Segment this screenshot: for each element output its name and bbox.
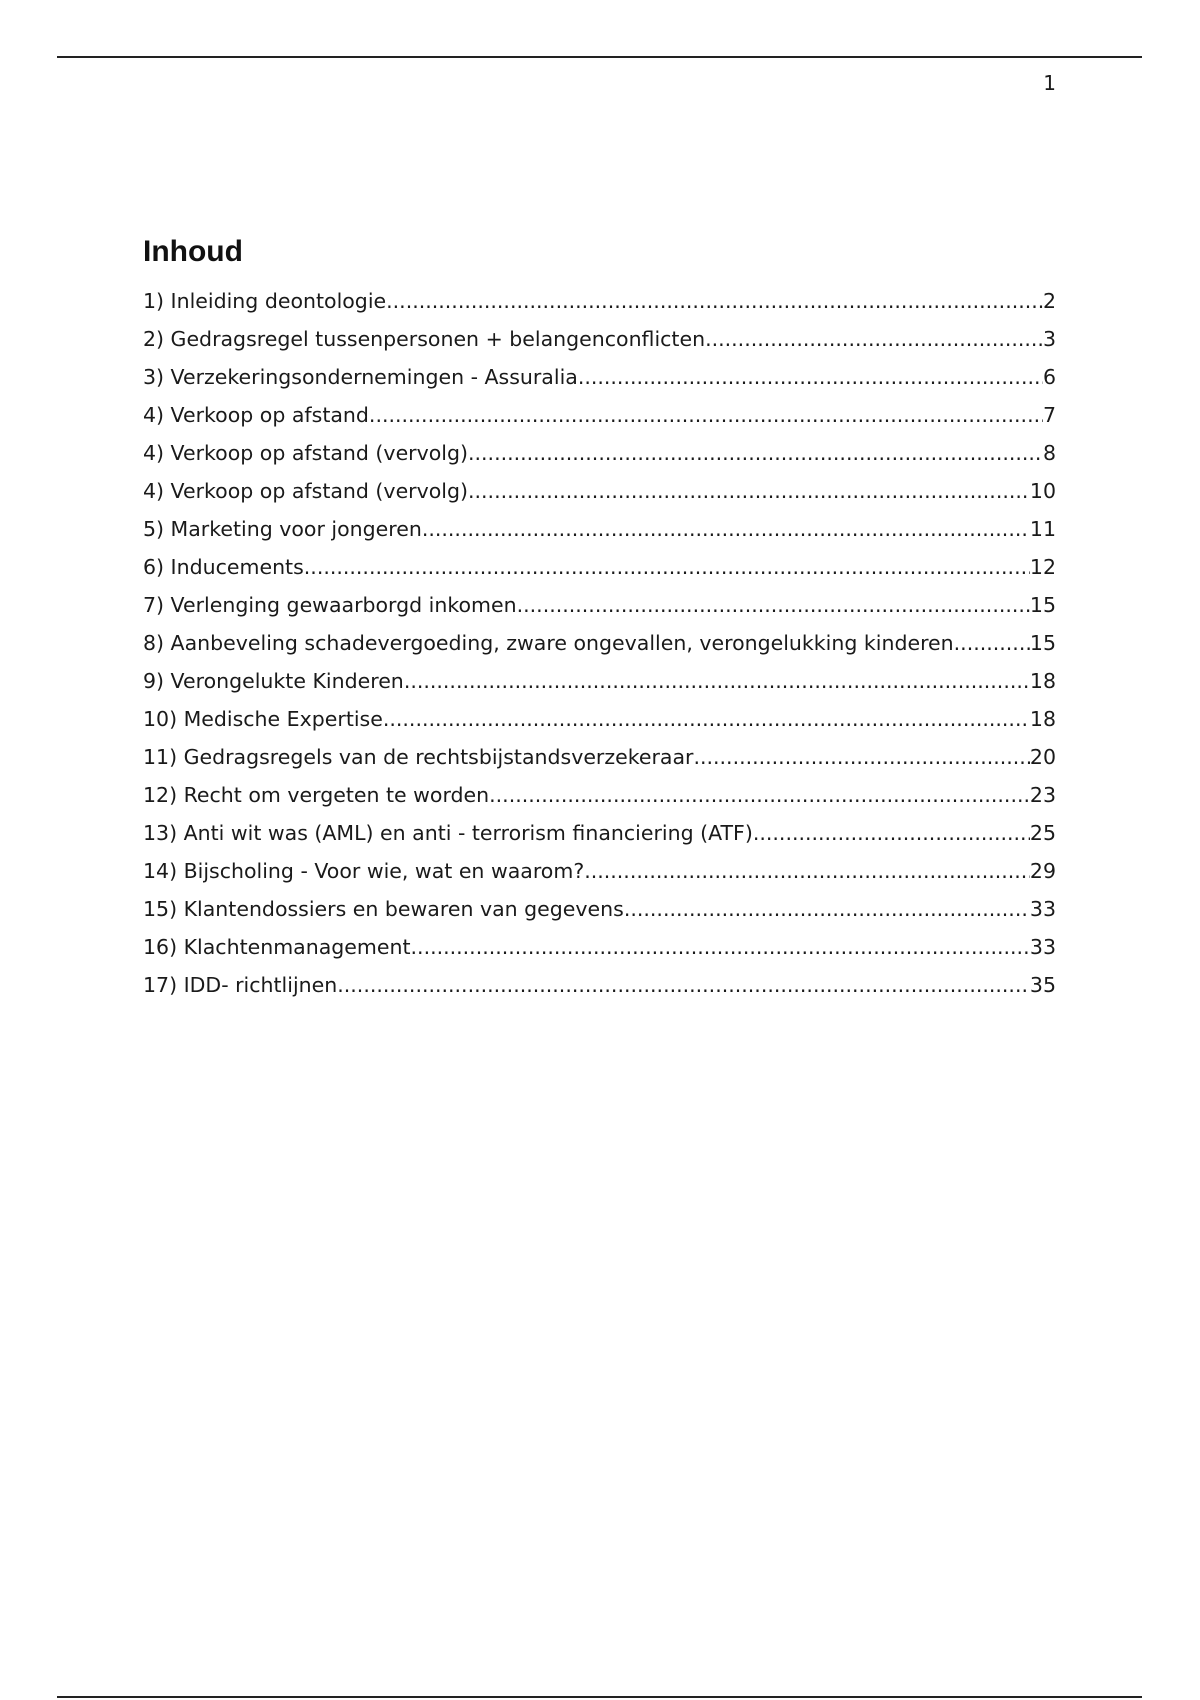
toc-dot-leader — [404, 662, 1030, 700]
header-rule — [57, 56, 1142, 58]
toc-dot-leader — [489, 776, 1030, 814]
toc-entry-label: 13) Anti wit was (AML) en anti - terrorism financiering (ATF) — [143, 821, 753, 845]
toc-entry[interactable] — [143, 662, 1056, 700]
toc-list — [143, 282, 1056, 1004]
toc-entry-page: 12 — [1029, 555, 1056, 579]
toc-entry-label: 9) Verongelukte Kinderen — [143, 669, 404, 693]
toc-dot-leader — [693, 738, 1029, 776]
footer-rule — [57, 1696, 1142, 1698]
toc-entry-page: 2 — [1042, 289, 1056, 313]
toc-entry[interactable] — [143, 890, 1056, 928]
toc-entry-label: 4) Verkoop op afstand (vervolg) — [143, 441, 468, 465]
toc-dot-leader — [386, 282, 1043, 320]
toc-entry[interactable] — [143, 738, 1056, 776]
toc-entry-page: 6 — [1042, 365, 1056, 389]
toc-entry[interactable] — [143, 624, 1056, 662]
toc-entry-label: 3) Verzekeringsondernemingen - Assuralia — [143, 365, 578, 389]
toc-entry[interactable] — [143, 548, 1056, 586]
toc-entry-page: 18 — [1029, 707, 1056, 731]
toc-entry[interactable] — [143, 700, 1056, 738]
toc-entry[interactable] — [143, 396, 1056, 434]
toc-title: Inhoud — [143, 235, 243, 268]
toc-entry[interactable] — [143, 966, 1056, 1004]
toc-entry[interactable] — [143, 928, 1056, 966]
toc-entry-label: 4) Verkoop op afstand — [143, 403, 369, 427]
toc-dot-leader — [304, 548, 1030, 586]
toc-entry-label: 7) Verlenging gewaarborgd inkomen — [143, 593, 517, 617]
toc-dot-leader — [954, 624, 1030, 662]
toc-entry-page: 35 — [1029, 973, 1056, 997]
page-number: 1 — [1043, 71, 1056, 95]
toc-entry-label: 11) Gedragsregels van de rechtsbijstandsverzekeraar — [143, 745, 694, 769]
toc-entry[interactable] — [143, 814, 1056, 852]
toc-entry-page: 11 — [1029, 517, 1056, 541]
toc-entry[interactable] — [143, 320, 1056, 358]
toc-entry-label: 16) Klachtenmanagement — [143, 935, 411, 959]
toc-entry-page: 18 — [1029, 669, 1056, 693]
toc-dot-leader — [383, 700, 1030, 738]
toc-entry-label: 14) Bijscholing - Voor wie, wat en waarom? — [143, 859, 585, 883]
toc-entry[interactable] — [143, 510, 1056, 548]
toc-entry-label: 10) Medische Expertise — [143, 707, 383, 731]
toc-entry-page: 7 — [1042, 403, 1056, 427]
toc-entry[interactable] — [143, 358, 1056, 396]
toc-entry-page: 15 — [1029, 593, 1056, 617]
toc-entry-page: 23 — [1029, 783, 1056, 807]
toc-entry[interactable] — [143, 282, 1056, 320]
toc-entry-page: 8 — [1042, 441, 1056, 465]
toc-dot-leader — [468, 434, 1043, 472]
toc-entry-page: 15 — [1029, 631, 1056, 655]
toc-entry-label: 1) Inleiding deontologie — [143, 289, 387, 313]
toc-entry[interactable] — [143, 434, 1056, 472]
toc-entry-page: 33 — [1029, 935, 1056, 959]
toc-entry[interactable] — [143, 776, 1056, 814]
toc-entry-page: 20 — [1029, 745, 1056, 769]
toc-dot-leader — [578, 358, 1043, 396]
toc-entry-label: 17) IDD- richtlijnen — [143, 973, 338, 997]
toc-dot-leader — [337, 966, 1030, 1004]
toc-entry-label: 15) Klantendossiers en bewaren van gegevens — [143, 897, 624, 921]
toc-dot-leader — [584, 852, 1030, 890]
table-of-contents — [143, 228, 1056, 1004]
toc-dot-leader — [705, 320, 1043, 358]
toc-entry-page: 29 — [1029, 859, 1056, 883]
toc-entry-label: 2) Gedragsregel tussenpersonen + belangenconflicten — [143, 327, 706, 351]
toc-dot-leader — [517, 586, 1030, 624]
toc-dot-leader — [411, 928, 1030, 966]
toc-dot-leader — [753, 814, 1030, 852]
toc-entry-page: 3 — [1042, 327, 1056, 351]
toc-entry-label: 6) Inducements — [143, 555, 304, 579]
toc-entry-label: 4) Verkoop op afstand (vervolg) — [143, 479, 468, 503]
toc-entry-label: 8) Aanbeveling schadevergoeding, zware ongevallen, verongelukking kinderen — [143, 631, 954, 655]
toc-dot-leader — [624, 890, 1030, 928]
toc-entry[interactable] — [143, 586, 1056, 624]
toc-dot-leader — [369, 396, 1043, 434]
toc-entry-page: 33 — [1029, 897, 1056, 921]
toc-entry[interactable] — [143, 472, 1056, 510]
toc-entry-label: 5) Marketing voor jongeren — [143, 517, 422, 541]
toc-entry-page: 10 — [1029, 479, 1056, 503]
toc-entry-label: 12) Recht om vergeten te worden — [143, 783, 490, 807]
toc-entry-page: 25 — [1029, 821, 1056, 845]
toc-dot-leader — [422, 510, 1030, 548]
toc-entry[interactable] — [143, 852, 1056, 890]
toc-dot-leader — [468, 472, 1030, 510]
